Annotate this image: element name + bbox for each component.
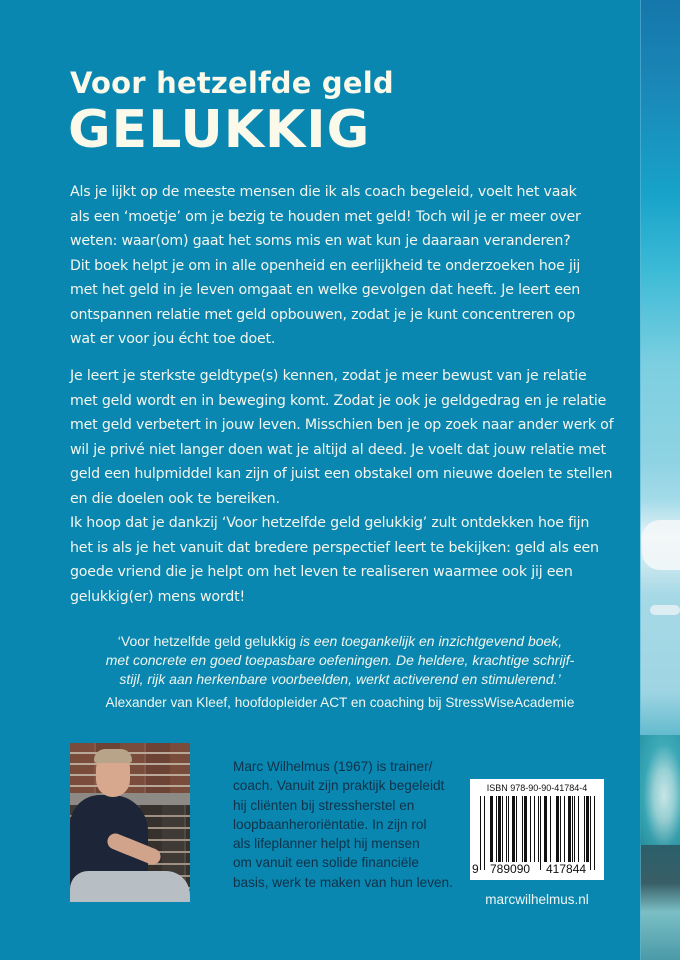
text-line: ontspannen relatie met geld opbouwen, zodat je je kunt concentreren op	[70, 306, 576, 323]
text-line: gelukkig(er) mens wordt!	[70, 588, 245, 605]
quote-text: is een toegankelijk en inzichtgevend boek,	[299, 633, 563, 649]
bio-line: om vanuit een solide financiële	[233, 855, 419, 871]
text-line: wil je privé niet langer doen wat je altijd al deed. Je voelt dat jouw relatie met	[70, 441, 606, 458]
text-line: Ik hoop dat je dankzij ‘Voor hetzelfde geld gelukkig’ zult ontdekken hoe fijn	[70, 515, 590, 531]
author-legs	[70, 871, 190, 902]
quote-book-title: ‘Voor hetzelfde geld gelukkig	[117, 633, 300, 649]
barcode-bar	[590, 796, 591, 870]
bio-line: coach. Vanuit zijn praktijk begeleidt	[233, 778, 445, 794]
paragraph-3	[70, 511, 610, 609]
text-line: als een ‘moetje’ om je bezig te houden met geld! Toch wil je er meer over	[70, 208, 581, 225]
paragraph-1	[70, 180, 610, 352]
text-line: weten: waar(om) gaat het soms mis en wat kun je daaraan veranderen?	[70, 233, 571, 249]
text-line: met geld wordt en in beweging komt. Zodat je ook je geldgedrag en je relatie	[70, 392, 607, 409]
barcode-bar	[498, 796, 501, 862]
barcode-bar	[540, 796, 541, 870]
isbn-barcode-box	[470, 779, 604, 880]
barcode-bar	[586, 796, 589, 862]
bio-line: loopbaanheroriëntatie. In zijn rol	[233, 816, 427, 832]
paragraph-2	[70, 364, 614, 511]
barcode-bar	[516, 796, 517, 862]
author-bio	[233, 757, 463, 892]
barcode-bar	[568, 796, 571, 862]
barcode-icon	[480, 796, 597, 870]
spine-sea-image	[640, 0, 680, 960]
cloud	[650, 605, 680, 615]
wave	[640, 735, 680, 845]
author-hair	[94, 749, 132, 763]
quote-line	[70, 632, 610, 651]
bio-line: als lifeplanner helpt hij mensen	[233, 836, 420, 852]
website-link[interactable]: marcwilhelmus.nl	[485, 892, 589, 907]
text-line: geld een hulpmiddel kan zijn of juist een obstakel om nieuwe doelen te stellen	[70, 466, 613, 482]
barcode-bar	[560, 796, 561, 862]
barcode-bar	[550, 796, 551, 862]
barcode-bar	[564, 796, 565, 862]
isbn-label: ISBN 978-90-90-41784-4	[486, 783, 588, 793]
quote-line: met concrete en goed toepasbare oefeningen. De heldere, krachtige schrijf-	[105, 652, 575, 668]
quote-author: Alexander van Kleef, hoofdopleider ACT en coaching bij StressWiseAcademie	[105, 695, 575, 710]
barcode-bar	[530, 796, 531, 862]
barcode-bar	[480, 796, 481, 870]
barcode-digit-first: 9	[472, 862, 479, 876]
barcode-bar	[502, 796, 503, 862]
text-line: goede vriend die je helpt om het leven te realiseren waarmee ook jij een	[70, 564, 573, 580]
barcode-bar	[578, 796, 579, 862]
bio-line: Marc Wilhelmus (1967) is trainer/	[233, 759, 433, 774]
text-line: Als je lijkt op de meeste mensen die ik als coach begeleid, voelt het vaak	[70, 184, 577, 200]
quote-line: stijl, rijk aan herkenbare voorbeelden, werkt activerend en stimulerend.’	[119, 671, 561, 687]
author-photo	[70, 743, 190, 902]
barcode-bar	[574, 796, 575, 862]
barcode-bar	[546, 796, 547, 862]
barcode-bar	[534, 796, 535, 862]
cloud	[642, 520, 680, 570]
barcode-bar	[484, 796, 485, 870]
barcode-bar	[594, 796, 595, 870]
title-line-1: Voor hetzelfde geld	[70, 66, 394, 100]
text-line: met het geld in je leven omgaat en welke gevolgen dat heeft. Je leert een	[70, 282, 581, 298]
bio-line: basis, werk te maken van hun leven.	[233, 874, 453, 890]
endorsement-quote	[70, 632, 610, 712]
barcode-bar	[512, 796, 515, 862]
text-line: en die doelen ook te bereiken.	[70, 490, 280, 507]
text-line: Je leert je sterkste geldtype(s) kennen, zodat je meer bewust van je relatie	[70, 368, 587, 384]
barcode-digits-right: 417844	[546, 862, 587, 876]
barcode-bar	[526, 796, 527, 862]
title-line-2: GELUKKIG	[68, 100, 371, 160]
barcode-bar	[492, 796, 493, 862]
bio-line: hij cliënten bij stressherstel en	[233, 797, 415, 813]
text-line: met geld verbetert in jouw leven. Misschien ben je op zoek naar ander werk of	[70, 417, 614, 433]
barcode-digits-left: 789090	[490, 862, 531, 876]
text-line: het is als je het vanuit dat bredere perspectief leert te bekijken: geld als een	[70, 539, 599, 556]
text-line: wat er voor jou écht toe doet.	[70, 331, 276, 347]
barcode-bar	[508, 796, 509, 862]
text-line: Dit boek helpt je om in alle openheid en eerlijkheid te onderzoeken hoe jij	[70, 257, 581, 274]
